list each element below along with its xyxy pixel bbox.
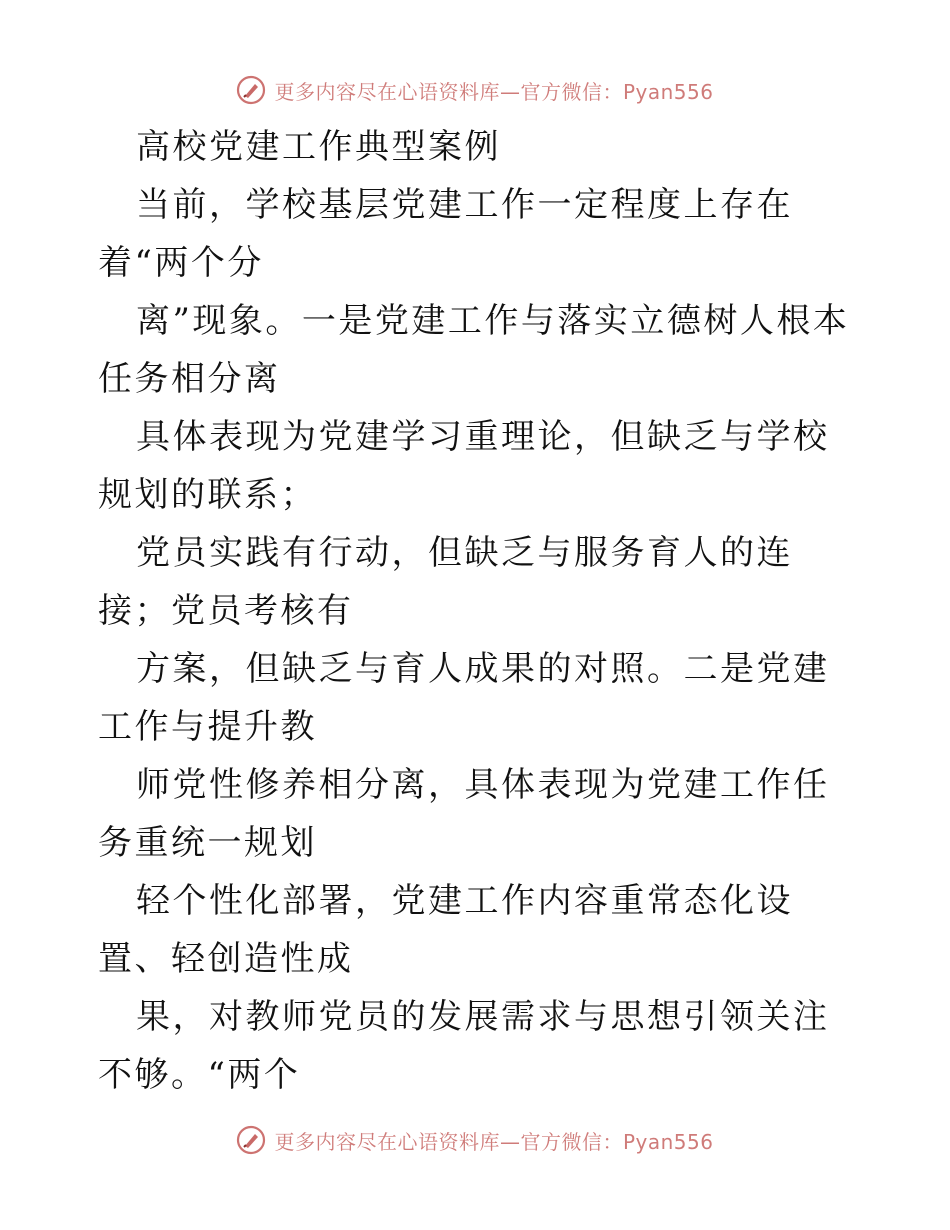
paragraph: 果，对教师党员的发展需求与思想引领关注不够。“两个 (98, 997, 830, 1095)
document-body (98, 118, 858, 1104)
footer-watermark (0, 1120, 950, 1160)
paragraph: 离”现象。一是党建工作与落实立德树人根本任务相分离 (98, 301, 850, 399)
watermark-text: 更多内容尽在心语资料库—官方微信：Pyan556 (274, 1129, 714, 1154)
pen-nib-logo-icon (236, 1125, 266, 1155)
paragraph: 当前，学校基层党建工作一定程度上存在着“两个分 (98, 185, 793, 283)
pen-nib-logo-icon (236, 75, 266, 105)
document-title: 高校党建工作典型案例 (136, 127, 501, 167)
paragraph: 党员实践有行动，但缺乏与服务育人的连接；党员考核有 (98, 533, 793, 631)
paragraph: 师党性修养相分离，具体表现为党建工作任务重统一规划 (98, 765, 830, 863)
header-watermark (0, 70, 950, 110)
paragraph: 具体表现为党建学习重理论，但缺乏与学校规划的联系； (98, 417, 830, 515)
paragraph: 轻个性化部署，党建工作内容重常态化设置、轻创造性成 (98, 881, 793, 979)
paragraph: 方案，但缺乏与育人成果的对照。二是党建工作与提升教 (98, 649, 830, 747)
watermark-text: 更多内容尽在心语资料库—官方微信：Pyan556 (274, 79, 714, 104)
